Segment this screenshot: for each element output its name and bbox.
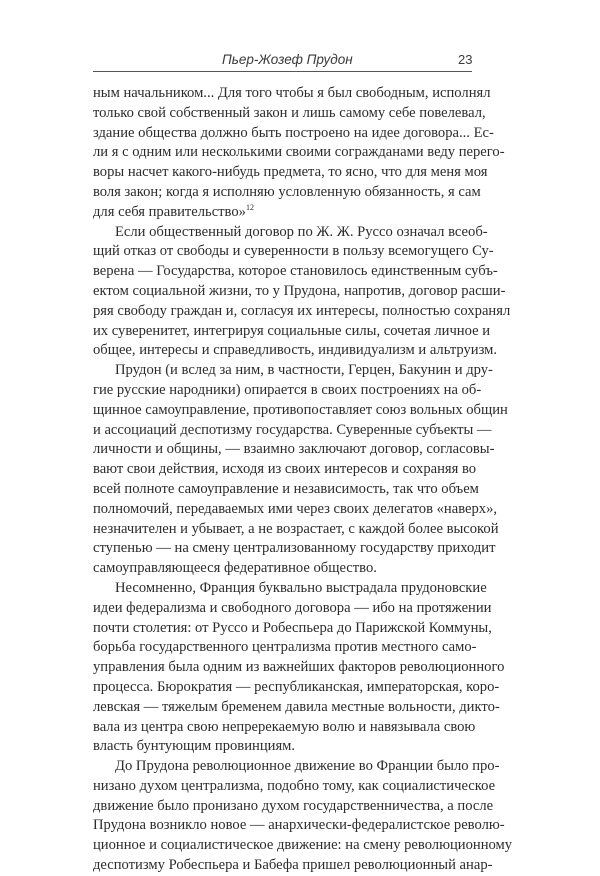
- text-line: [93, 203, 472, 223]
- text-line: ектом социальной жизни, то у Прудона, напротив, договор расши-: [93, 282, 506, 299]
- text-line: полномочий, передаваемых ими через своих делегатов «наверх»,: [93, 500, 498, 517]
- paragraph: [93, 757, 513, 876]
- text-line: вала из центра свою непререкаемую волю и навязывала свою: [93, 718, 476, 735]
- text-line: Прудона возникло новое — анархически-федералистское револю-: [93, 817, 505, 834]
- text-line: ционное и социалистическое движение: на смену революционному: [93, 837, 513, 854]
- body-text: [93, 84, 513, 876]
- page-number: 23: [458, 52, 473, 67]
- text-line: низано духом централизма, подобно тому, как социалистическое: [93, 777, 496, 794]
- text-line: самоуправляющееся федеративное общество.: [93, 560, 377, 577]
- text-line: управления была одним из важнейших факторов революционного: [93, 659, 505, 676]
- text-line: власть бунтующим провинциям.: [93, 738, 296, 755]
- text-line-content: для себя правительство»: [93, 203, 246, 220]
- text-line: щинное самоуправление, противопоставляет союз вольных общин: [93, 401, 508, 418]
- text-line: Если общественный договор по Ж. Ж. Руссо означал всеоб-: [115, 223, 488, 240]
- text-line: верена — Государства, которое становилось единственным субъ-: [93, 263, 498, 280]
- paragraph: [93, 579, 505, 757]
- running-header-title: Пьер-Жозеф Прудон: [222, 52, 353, 67]
- text-line: почти столетия: от Руссо и Робеспьера до Парижской Коммуны,: [93, 619, 492, 636]
- text-line: только свой собственный закон и лишь самому себе повелевал,: [93, 104, 486, 121]
- text-line: идеи федерализма и свободного договора — ибо на протяжении: [93, 599, 492, 616]
- text-line: их суверенитет, интегрируя социальные силы, сочетая личное и: [93, 322, 491, 339]
- paragraph: [93, 223, 511, 362]
- text-line: ным начальником... Для того чтобы я был свободным, исполнял: [93, 85, 491, 101]
- text-line: здание общества должно быть построено на идее договора... Ес-: [93, 124, 494, 141]
- text-line: всей полноте самоуправление и независимость, так что объем: [93, 480, 479, 497]
- text-line: щий отказ от свободы и суверенности в пользу всемогущего Су-: [93, 243, 494, 260]
- text-line: воля закон; когда я исполняю условленную обязанность, я сам: [93, 183, 481, 200]
- text-line: и ассоциаций деспотизму государства. Суверенные субъекты —: [93, 421, 492, 438]
- text-line: гие русские народники) опирается в своих построениях на об-: [93, 381, 482, 398]
- text-line: движение было пронизано духом государственничества, а после: [93, 797, 494, 814]
- text-line: процесса. Бюрократия — республиканская, императорская, коро-: [93, 678, 500, 695]
- text-line: вают свои действия, исходя из своих интересов и сохраняя во: [93, 461, 477, 478]
- text-line: Несомненно, Франция буквально выстрадала прудоновские: [115, 579, 487, 596]
- text-line: ступенью — на смену централизованному государству приходит: [93, 540, 496, 557]
- text-line: До Прудона революционное движение во Франции было про-: [115, 758, 500, 775]
- text-line: воры насчет какого-нибудь предмета, то ясно, что для меня моя: [93, 164, 488, 181]
- text-line: ряя свободу граждан и, согласуя их интересы, полностью сохранял: [93, 302, 511, 319]
- footnote-marker: 12: [245, 202, 254, 212]
- text-line: борьба государственного централизма против местного само-: [93, 639, 477, 656]
- header-divider: [93, 71, 472, 72]
- paragraph: [93, 361, 508, 579]
- text-line: деспотизму Робеспьера и Бабефа пришел революционный анар-: [93, 857, 493, 874]
- text-line: личности и общины, — взаимно заключают договор, согласовы-: [93, 441, 495, 458]
- paragraph: [93, 84, 505, 223]
- text-line: общее, интересы и справедливость, индивидуализм и альтруизм.: [93, 342, 498, 359]
- text-line: левская — тяжелым бременем давила местные вольности, дикто-: [93, 698, 500, 715]
- text-line: незначителен и убывает, а не возрастает, с каждой более высокой: [93, 520, 499, 537]
- text-line: Прудон (и вслед за ним, в частности, Герцен, Бакунин и дру-: [115, 362, 493, 379]
- text-line: ли я с одним или несколькими своими согражданами веду перего-: [93, 144, 505, 161]
